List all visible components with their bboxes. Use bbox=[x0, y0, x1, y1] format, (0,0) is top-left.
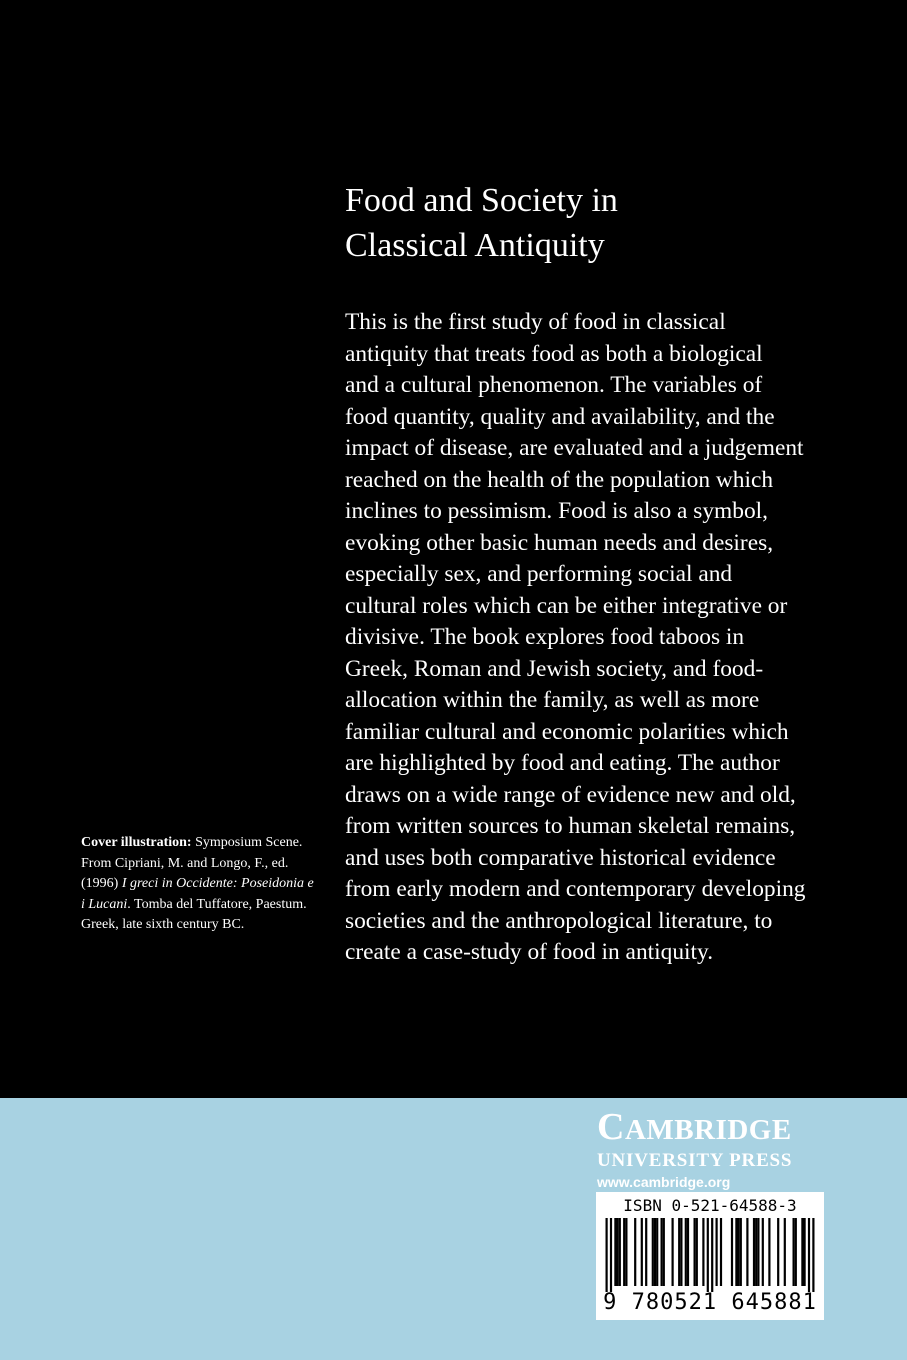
book-blurb bbox=[345, 307, 845, 969]
barcode-bar bbox=[716, 1218, 718, 1286]
credit-line bbox=[81, 833, 331, 854]
blurb-line: societies and the anthropological literature, to bbox=[345, 907, 773, 934]
credit-text: . Tomba del Tuffatore, Paestum. bbox=[127, 896, 307, 912]
blurb-line: This is the first study of food in classical bbox=[345, 309, 726, 335]
blurb-line: create a case-study of food in antiquity. bbox=[345, 939, 714, 965]
barcode-digits: 9 780521 645881 bbox=[603, 1290, 817, 1315]
publisher-url: www.cambridge.org bbox=[597, 1174, 731, 1190]
barcode-bar bbox=[804, 1218, 806, 1286]
blurb-line: food quantity, quality and availability, and the bbox=[345, 403, 775, 430]
barcode-bar bbox=[762, 1218, 764, 1286]
barcode-bar bbox=[795, 1218, 797, 1286]
credit-line: Greek, late sixth century BC. bbox=[81, 917, 245, 932]
credit-label: Cover illustration: bbox=[81, 835, 192, 850]
blurb-line: especially sex, and performing social and bbox=[345, 561, 733, 587]
cover-illustration-credit bbox=[81, 833, 331, 936]
publisher-name-initial: C bbox=[597, 1106, 625, 1148]
barcode-bar bbox=[702, 1218, 704, 1286]
credit-source-title: i Lucani bbox=[81, 896, 128, 912]
barcode-bar bbox=[606, 1218, 608, 1292]
isbn-label: ISBN 0-521-64588-3 bbox=[623, 1196, 797, 1215]
barcode-bar bbox=[641, 1218, 643, 1286]
blurb-line: and uses both comparative historical evidence bbox=[345, 844, 776, 871]
blurb-line: draws on a wide range of evidence new and old, bbox=[345, 781, 796, 808]
book-title-line: Food and Society in bbox=[345, 182, 618, 219]
barcode-bar bbox=[757, 1218, 759, 1286]
barcode-bar bbox=[768, 1218, 770, 1286]
publisher-name-rest: AMBRIDGE bbox=[624, 1114, 792, 1146]
barcode-bar bbox=[694, 1218, 696, 1286]
barcode-bar bbox=[753, 1218, 755, 1286]
barcode-bar bbox=[678, 1218, 680, 1286]
barcode-bar bbox=[661, 1218, 663, 1286]
barcode-bar bbox=[610, 1218, 612, 1292]
barcode-bar bbox=[634, 1218, 636, 1286]
barcode-bar bbox=[784, 1218, 786, 1286]
blurb-line: divisive. The book explores food taboos in bbox=[345, 624, 745, 650]
barcode-bar bbox=[617, 1218, 619, 1286]
barcode-bar bbox=[645, 1218, 647, 1286]
credit-line bbox=[81, 895, 331, 916]
publisher-subtitle: UNIVERSITY PRESS bbox=[597, 1150, 793, 1171]
credit-source-title: I greci in Occidente: Poseidonia e bbox=[121, 876, 314, 891]
barcode-bar bbox=[731, 1218, 733, 1286]
barcode-bar bbox=[720, 1218, 722, 1286]
blurb-line: antiquity that treats food as both a biological bbox=[345, 340, 763, 367]
barcode-bar bbox=[696, 1218, 698, 1286]
blurb-line: from written sources to human skeletal remains, bbox=[345, 813, 796, 839]
credit-text: (1996) bbox=[81, 876, 122, 891]
blurb-line: cultural roles which can be either integrative or bbox=[345, 592, 788, 619]
barcode-bar bbox=[793, 1218, 795, 1286]
barcode-bar bbox=[685, 1218, 687, 1286]
blurb-line: and a cultural phenomenon. The variables of bbox=[345, 372, 763, 398]
barcode-bars bbox=[600, 1218, 820, 1292]
barcode-box bbox=[596, 1192, 824, 1320]
blurb-line: allocation within the family, as well as more bbox=[345, 687, 760, 713]
barcode-bar bbox=[672, 1218, 674, 1286]
credit-line bbox=[81, 874, 331, 895]
credit-text: Symposium Scene. bbox=[191, 835, 303, 850]
barcode-bar bbox=[735, 1218, 737, 1286]
barcode-bar bbox=[711, 1218, 713, 1292]
blurb-line: reached on the health of the population which bbox=[345, 466, 774, 493]
publisher-logo bbox=[597, 1107, 837, 1193]
barcode-bar bbox=[755, 1218, 757, 1286]
barcode-bar bbox=[654, 1218, 656, 1286]
barcode-bar bbox=[707, 1218, 709, 1292]
barcode-bar bbox=[777, 1218, 779, 1286]
barcode-bar bbox=[625, 1218, 627, 1286]
publisher-name bbox=[597, 1107, 837, 1150]
credit-line: From Cipriani, M. and Longo, F., ed. bbox=[81, 855, 289, 871]
barcode-bar bbox=[652, 1218, 654, 1286]
book-title bbox=[345, 178, 825, 268]
barcode-bar bbox=[740, 1218, 742, 1286]
blurb-line: familiar cultural and economic polarities which bbox=[345, 718, 789, 745]
barcode-bar bbox=[687, 1218, 689, 1286]
barcode-bar bbox=[812, 1218, 814, 1292]
barcode-bar bbox=[656, 1218, 658, 1286]
barcode-bar bbox=[619, 1218, 621, 1286]
barcode-bar bbox=[614, 1218, 616, 1286]
book-title-line: Classical Antiquity bbox=[345, 227, 605, 264]
blurb-line: impact of disease, are evaluated and a judgement bbox=[345, 435, 804, 461]
barcode-bar bbox=[623, 1218, 625, 1286]
blurb-line: Greek, Roman and Jewish society, and food- bbox=[345, 655, 764, 682]
blurb-line: from early modern and contemporary developing bbox=[345, 876, 806, 902]
barcode-bar bbox=[680, 1218, 682, 1286]
barcode-bar bbox=[801, 1218, 803, 1286]
barcode-bar bbox=[738, 1218, 740, 1286]
barcode-bar bbox=[663, 1218, 665, 1286]
blurb-line: inclines to pessimism. Food is also a symbol, bbox=[345, 498, 768, 524]
blurb-line: evoking other basic human needs and desires, bbox=[345, 529, 774, 556]
blurb-line: are highlighted by food and eating. The author bbox=[345, 750, 780, 776]
barcode-bar bbox=[808, 1218, 810, 1292]
barcode-bar bbox=[746, 1218, 748, 1286]
